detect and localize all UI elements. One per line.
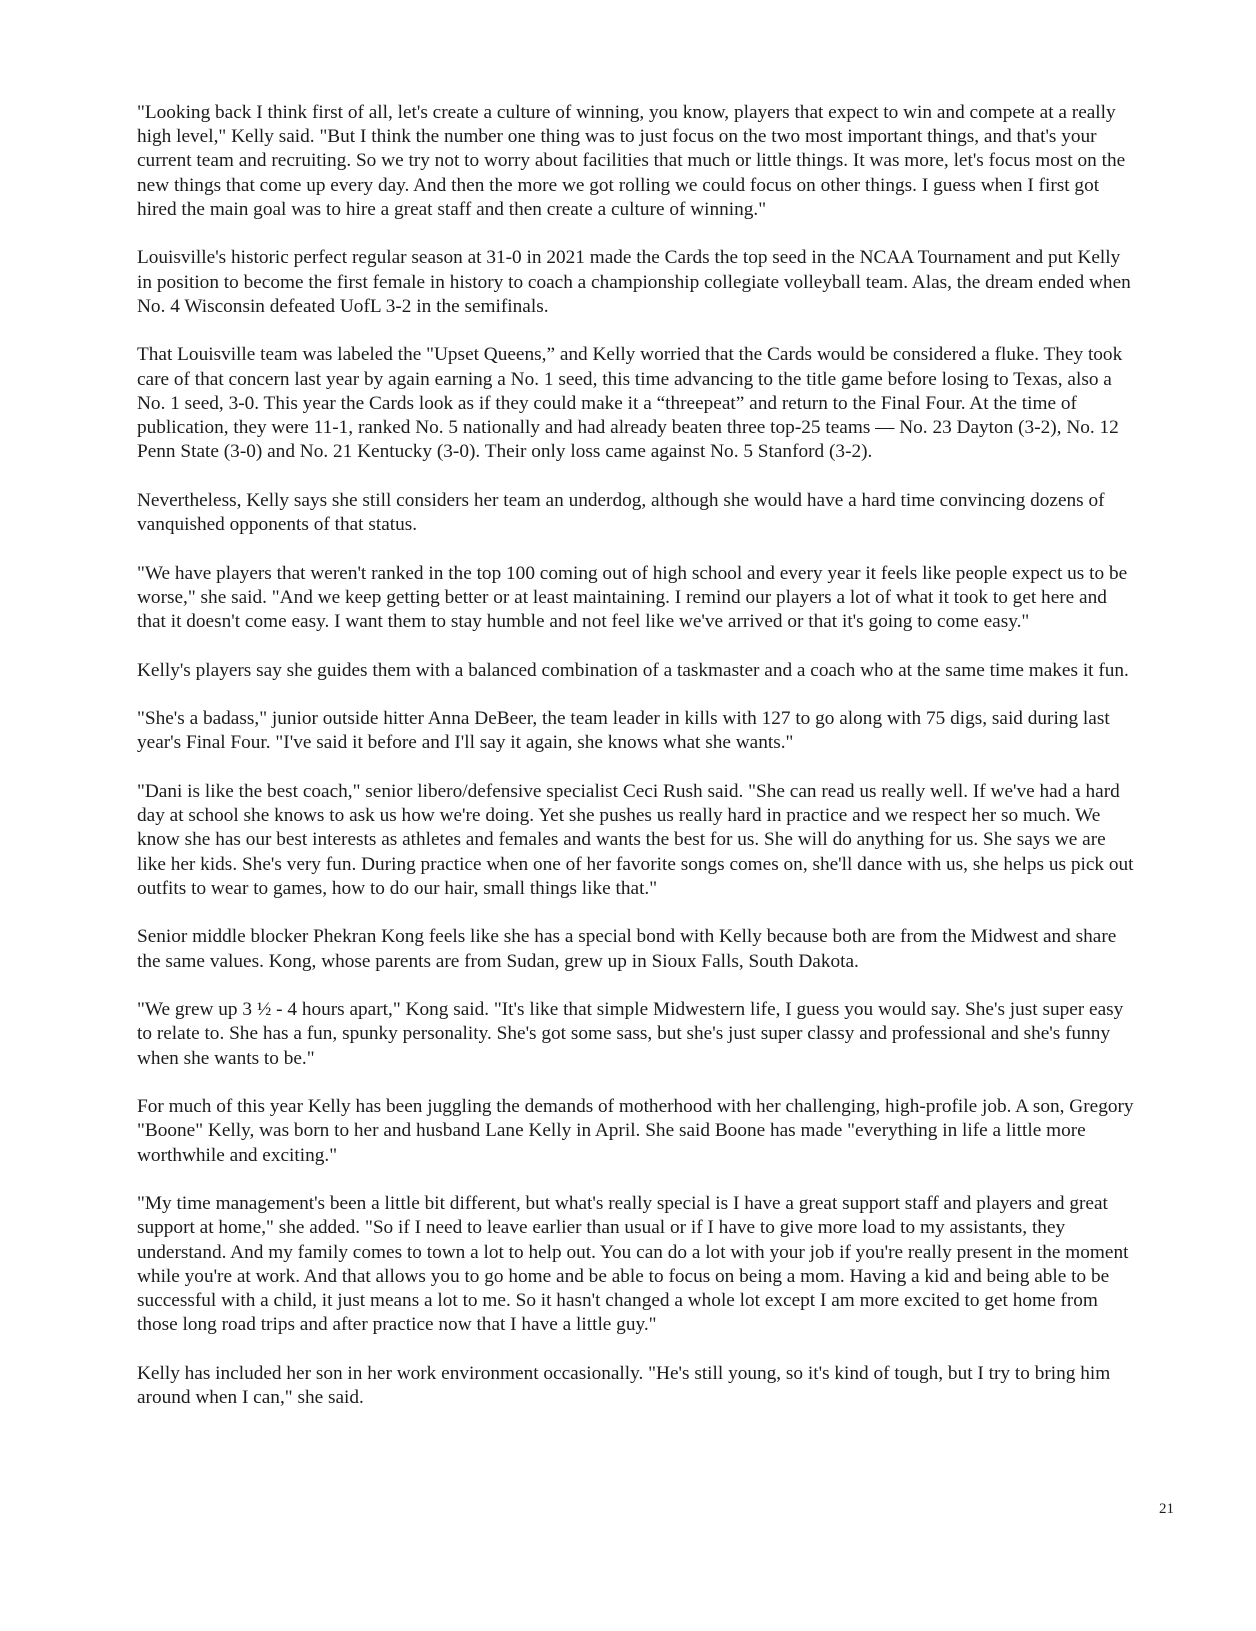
paragraph-kong-quote: "We grew up 3 ½ - 4 hours apart," Kong said. "It's like that simple Midwestern life, I guess you would say. She's just super easy to relate to. She has a fun, spunky personality. She's got some sass, but she's just super classy and professional and she's funny when she wants to be." — [137, 999, 1124, 1069]
paragraph-upset-queens: That Louisville team was labeled the "Upset Queens,” and Kelly worried that the Cards would be considered a fluke. They took care of that concern last year by again earning a No. 1 seed, this time advancing to the title game before losing to Texas, also a No. 1 seed, 3-0. This year the Cards look as if they could make it a “threepeat” and return to the Final Four. At the time of publication, they were 11-1, ranked No. 5 nationally and had already beaten three top-25 teams — No. 23 Dayton (3-2), No. 12 Penn State (3-0) and No. 21 Kentucky (3-0). Their only loss came against No. 5 Stanford (3-2). — [137, 344, 1123, 463]
paragraph-culture-of-winning: "Looking back I think first of all, let's create a culture of winning, you know, players that expect to win and compete at a really high level," Kelly said. "But I think the number one thing was to just focus on the two most important things, and that's your current team and recruiting. So we try not to worry about facilities that much or little things. It was more, let's focus most on the new things that come up every day. And then the more we got rolling we could focus on other things. I guess when I first got hired the main goal was to hire a great staff and then create a culture of winning." — [137, 102, 1126, 220]
paragraph-son-at-work: Kelly has included her son in her work environment occasionally. "He's still young, so it's kind of tough, but I try to bring him around when I can," she said. — [137, 1362, 1111, 1409]
paragraph-players-quote: "We have players that weren't ranked in the top 100 coming out of high school and every year it feels like people expect us to be worse," she said. "And we keep getting better or at least maintaining. I remind our players a lot of what it took to get here and that it doesn't come easy. I want them to stay humble and not feel like we've arrived or that it's going to come easy." — [137, 562, 1128, 633]
paragraph-perfect-season: Louisville's historic perfect regular season at 31-0 in 2021 made the Cards the top seed in the NCAA Tournament and put Kelly in position to become the first female in history to coach a championship collegiate volleyball team. Alas, the dream ended when No. 4 Wisconsin defeated UofL 3-2 in the semifinals. — [137, 247, 1131, 317]
paragraph-time-management: "My time management's been a little bit different, but what's really special is I have a great support staff and players and great support at home," she added. "So if I need to leave earlier than usual or if I have to give more load to my assistants, they understand. And my family comes to town a lot to help out. You can do a lot with your job if you're really present in the moment while you're at work. And that allows you to go home and be able to focus on being a mom. Having a kid and being able to be successful with a child, it just means a lot to me. So it hasn't changed a whole lot except I am more excited to get home from those long road trips and after practice now that I have a little guy." — [137, 1193, 1129, 1336]
page-number: 21 — [1159, 1501, 1174, 1517]
paragraph-motherhood: For much of this year Kelly has been juggling the demands of motherhood with her challenging, high-profile job. A son, Gregory "Boone" Kelly, was born to her and husband Lane Kelly in April. She said Boone has made "everything in life a little more worthwhile and exciting." — [137, 1096, 1134, 1166]
article-body — [137, 101, 1137, 1435]
paragraph-rush-quote: "Dani is like the best coach," senior libero/defensive specialist Ceci Rush said. "She can read us really well. If we've had a hard day at school she knows to ask us how we're doing. Yet she pushes us really hard in practice and we respect her so much. We know she has our best interests as athletes and females and wants the best for us. She will do anything for us. She says we are like her kids. She's very fun. During practice when one of her favorite songs comes on, she'll dance with us, she helps us pick out outfits to wear to games, how to do our hair, small things like that." — [137, 781, 1134, 899]
paragraph-underdog: Nevertheless, Kelly says she still considers her team an underdog, although she would have a hard time convincing dozens of vanquished opponents of that status. — [137, 489, 1105, 536]
paragraph-kong-bond: Senior middle blocker Phekran Kong feels like she has a special bond with Kelly because both are from the Midwest and share the same values. Kong, whose parents are from Sudan, grew up in Sioux Falls, South Dakota. — [137, 926, 1117, 972]
paragraph-debeer-quote: "She's a badass," junior outside hitter Anna DeBeer, the team leader in kills with 127 to go along with 75 digs, said during last year's Final Four. "I've said it before and I'll say it again, she knows what she wants." — [137, 708, 1110, 754]
paragraph-taskmaster: Kelly's players say she guides them with a balanced combination of a taskmaster and a coach who at the same time makes it fun. — [137, 659, 1129, 681]
